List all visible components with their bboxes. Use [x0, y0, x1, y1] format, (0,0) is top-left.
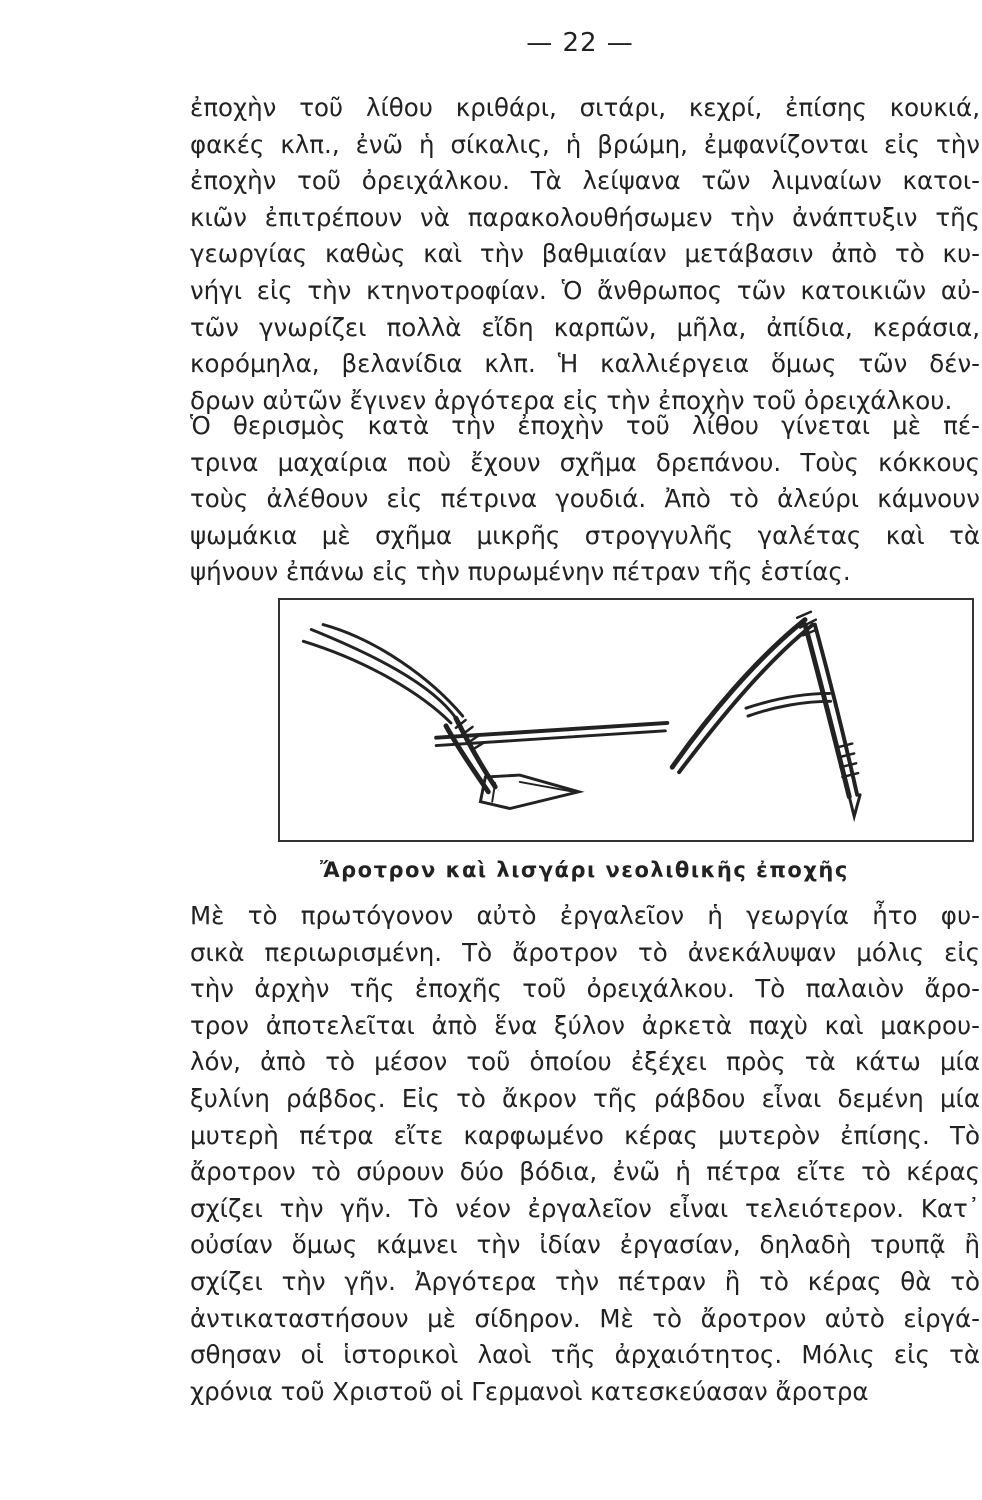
text-line: ἐποχὴν τοῦ ὀρειχάλκου. Τὰ λείψανα τῶν λιμναίων κατοι- — [190, 166, 980, 196]
text-line: ψωμάκια μὲ σχῆμα μικρῆς στρογγυλῆς γαλέτας καὶ τὰ — [190, 520, 980, 550]
figure-plough-illustration — [278, 598, 974, 842]
text-line: σχίζει τὴν γῆν. Τὸ νέον ἐργαλεῖον εἶναι τελειότερον. Κατ᾽ — [190, 1193, 980, 1223]
text-line: τρον ἀποτελεῖται ἀπὸ ἕνα ξύλον ἀρκετὰ παχὺ καὶ μακρου- — [190, 1010, 980, 1040]
text-line: σικὰ περιωρισμένη. Τὸ ἄροτρον τὸ ἀνεκάλυψαν μόλις εἰς — [190, 937, 980, 967]
text-line: τοὺς ἀλέθουν εἰς πέτρινα γουδιά. Ἀπὸ τὸ ἀλεύρι κάμνουν — [190, 484, 980, 514]
text-line: ψήνουν ἐπάνω εἰς τὴν πυρωμένην πέτραν τῆς ἑστίας. — [190, 557, 851, 587]
text-line: τρινα μαχαίρια ποὺ ἔχουν σχῆμα δρεπάνου. Τοὺς κόκκους — [190, 447, 980, 477]
hoe-icon — [672, 612, 860, 817]
paragraph-1 — [190, 90, 980, 419]
text-line: σθησαν οἱ ἱστορικοὶ λαοὶ τῆς ἀρχαιότητος. Μόλις εἰς τὰ — [190, 1340, 980, 1370]
text-line: κιῶν ἐπιτρέπουν νὰ παρακολουθήσωμεν τὴν ἀνάπτυξιν τῆς — [190, 202, 980, 232]
text-line: κορόμηλα, βελανίδια κλπ. Ἡ καλλιέργεια ὅμως τῶν δέν- — [190, 349, 980, 379]
paragraph-2 — [190, 408, 980, 591]
text-line: γεωργίας καθὼς καὶ τὴν βαθμιαίαν μετάβασιν ἀπὸ τὸ κυ- — [190, 239, 980, 269]
text-line: νήγι εἰς τὴν κτηνοτροφίαν. Ὁ ἄνθρωπος τῶν κατοικιῶν αὐ- — [190, 275, 980, 305]
text-line: ἐποχὴν τοῦ λίθου κριθάρι, σιτάρι, κεχρί, ἐπίσης κουκιά, — [190, 93, 980, 122]
text-line: φακές κλπ., ἐνῶ ἡ σίκαλις, ἡ βρώμη, ἐμφανίζονται εἰς τὴν — [190, 129, 980, 159]
text-line: ἀντικαταστήσουν μὲ σίδηρον. Μὲ τὸ ἄροτρον αὐτὸ εἰργά- — [190, 1303, 980, 1333]
text-line: τῶν γνωρίζει πολλὰ εἴδη καρπῶν, μῆλα, ἀπίδια, κεράσια, — [190, 312, 980, 342]
text-line: Μὲ τὸ πρωτόγονον αὐτὸ ἐργαλεῖον ἡ γεωργία ἦτο φυ- — [190, 901, 980, 930]
page-number: — 22 — — [526, 28, 634, 58]
text-line: τὴν ἀρχὴν τῆς ἐποχῆς τοῦ ὀρειχάλκου. Τὸ παλαιὸν ἄρο- — [190, 974, 980, 1004]
text-line: χρόνια τοῦ Χριστοῦ οἱ Γερμανοὶ κατεσκεύασαν ἄροτρα — [190, 1376, 869, 1406]
plough-icon — [303, 625, 667, 809]
text-line: οὐσίαν ὅμως κάμνει τὴν ἰδίαν ἐργασίαν, δηλαδὴ τρυπᾷ ἢ — [190, 1230, 980, 1260]
text-line: λόν, ἀπὸ τὸ μέσον τοῦ ὁποίου ἐξέχει πρὸς τὰ κάτω μία — [190, 1047, 980, 1077]
figure-caption: Ἄροτρον καὶ λισγάρι νεολιθικῆς ἐποχῆς — [320, 858, 849, 882]
paragraph-3 — [190, 898, 980, 1410]
plough-and-hoe-drawing — [280, 600, 972, 840]
text-line: μυτερὴ πέτρα εἴτε καρφωμένο κέρας μυτερὸν ἐπίσης. Τὸ — [190, 1120, 980, 1150]
text-line: ἄροτρον τὸ σύρουν δύο βόδια, ἐνῶ ἡ πέτρα εἴτε τὸ κέρας — [190, 1157, 980, 1187]
text-line: ξυλίνη ράβδος. Εἰς τὸ ἄκρον τῆς ράβδου εἶναι δεμένη μία — [190, 1083, 980, 1113]
text-line: σχίζει τὴν γῆν. Ἀργότερα τὴν πέτραν ἢ τὸ κέρας θὰ τὸ — [190, 1266, 980, 1296]
text-line: Ὁ θερισμὸς κατὰ τὴν ἐποχὴν τοῦ λίθου γίνεται μὲ πέ- — [190, 411, 980, 440]
text-line: δρων αὐτῶν ἔγινεν ἀργότερα εἰς τὴν ἐποχὴν τοῦ ὀρειχάλκου. — [190, 385, 953, 415]
